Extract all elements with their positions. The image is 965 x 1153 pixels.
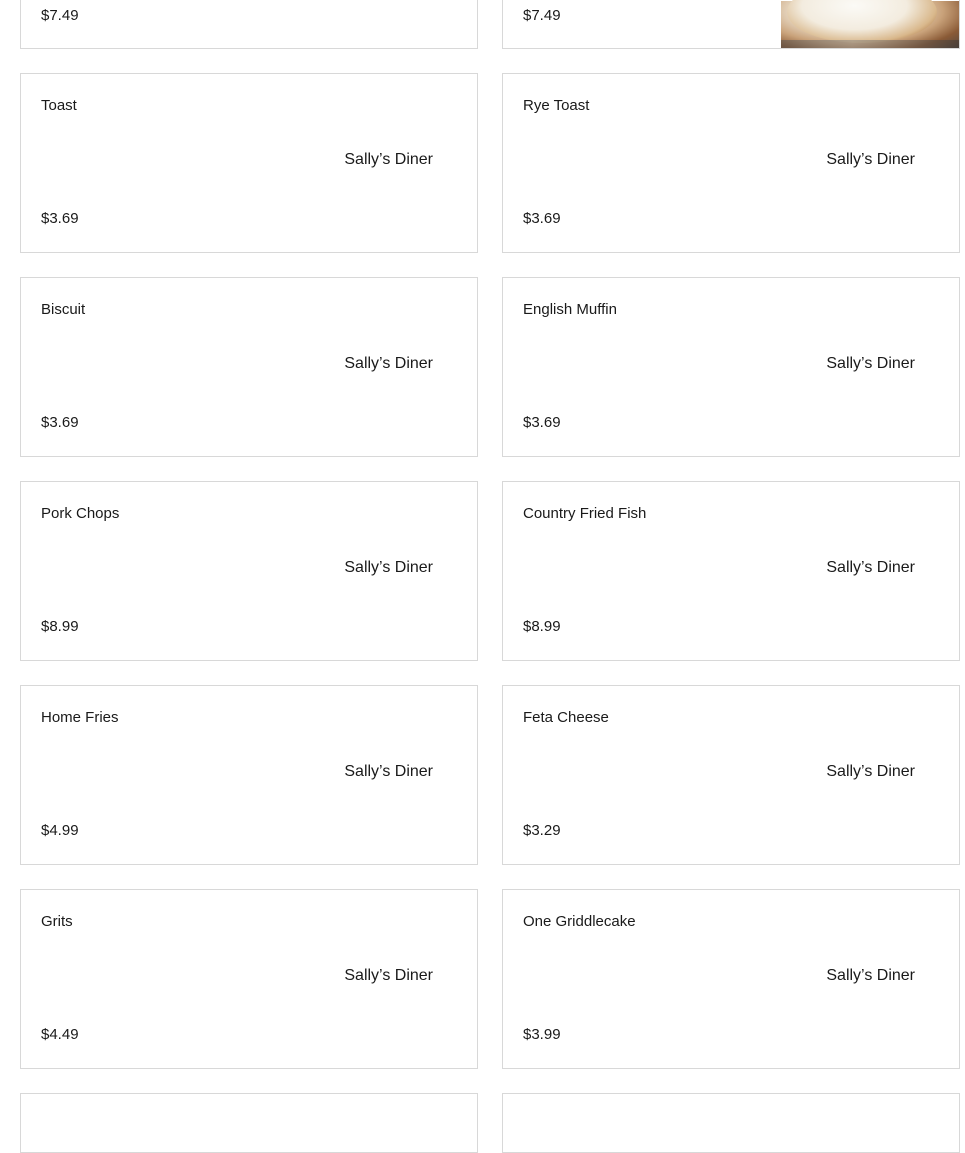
menu-card[interactable] — [20, 481, 478, 661]
plate-image — [787, 0, 937, 43]
item-name: Rye Toast — [523, 97, 590, 114]
item-restaurant: Sally’s Diner — [344, 559, 433, 576]
item-price: $4.49 — [41, 1026, 79, 1043]
menu-card[interactable] — [502, 73, 960, 253]
item-price: $3.69 — [41, 210, 79, 227]
item-price: $4.99 — [41, 822, 79, 839]
item-restaurant: Sally’s Diner — [344, 763, 433, 780]
item-name: Toast — [41, 97, 77, 114]
item-price: $3.29 — [523, 822, 561, 839]
item-name: Home Fries — [41, 709, 119, 726]
menu-card[interactable] — [20, 685, 478, 865]
item-name: Grits — [41, 913, 73, 930]
item-price: $7.49 — [523, 7, 561, 24]
menu-card[interactable] — [502, 481, 960, 661]
item-restaurant: Sally’s Diner — [826, 967, 915, 984]
item-price: $7.49 — [41, 7, 79, 24]
menu-card[interactable] — [20, 889, 478, 1069]
menu-card[interactable] — [20, 277, 478, 457]
item-name: Biscuit — [41, 301, 86, 318]
menu-card-partial-bottom-right[interactable] — [502, 1093, 960, 1153]
menu-card[interactable] — [502, 685, 960, 865]
menu-card[interactable] — [502, 277, 960, 457]
item-price: $3.69 — [41, 414, 79, 431]
item-restaurant: Sally’s Diner — [344, 151, 433, 168]
item-restaurant: Sally’s Diner — [826, 151, 915, 168]
item-price: $3.69 — [523, 210, 561, 227]
menu-card-partial-left[interactable] — [20, 0, 478, 49]
item-name: Country Fried Fish — [523, 505, 647, 522]
food-photo[interactable] — [781, 1, 959, 49]
item-price: $8.99 — [523, 618, 561, 635]
item-name: One Griddlecake — [523, 913, 636, 930]
item-restaurant: Sally’s Diner — [826, 355, 915, 372]
item-restaurant: Sally’s Diner — [344, 967, 433, 984]
menu-card-partial-bottom-left[interactable] — [20, 1093, 478, 1153]
item-name: Pork Chops — [41, 505, 120, 522]
menu-card[interactable] — [502, 889, 960, 1069]
menu-card[interactable] — [20, 73, 478, 253]
item-name: English Muffin — [523, 301, 617, 318]
item-price: $8.99 — [41, 618, 79, 635]
table-edge-image — [781, 40, 959, 49]
item-price: $3.99 — [523, 1026, 561, 1043]
item-restaurant: Sally’s Diner — [344, 355, 433, 372]
item-name: Feta Cheese — [523, 709, 609, 726]
item-price: $3.69 — [523, 414, 561, 431]
item-restaurant: Sally’s Diner — [826, 559, 915, 576]
item-restaurant: Sally’s Diner — [826, 763, 915, 780]
menu-card-partial-right[interactable] — [502, 0, 960, 49]
